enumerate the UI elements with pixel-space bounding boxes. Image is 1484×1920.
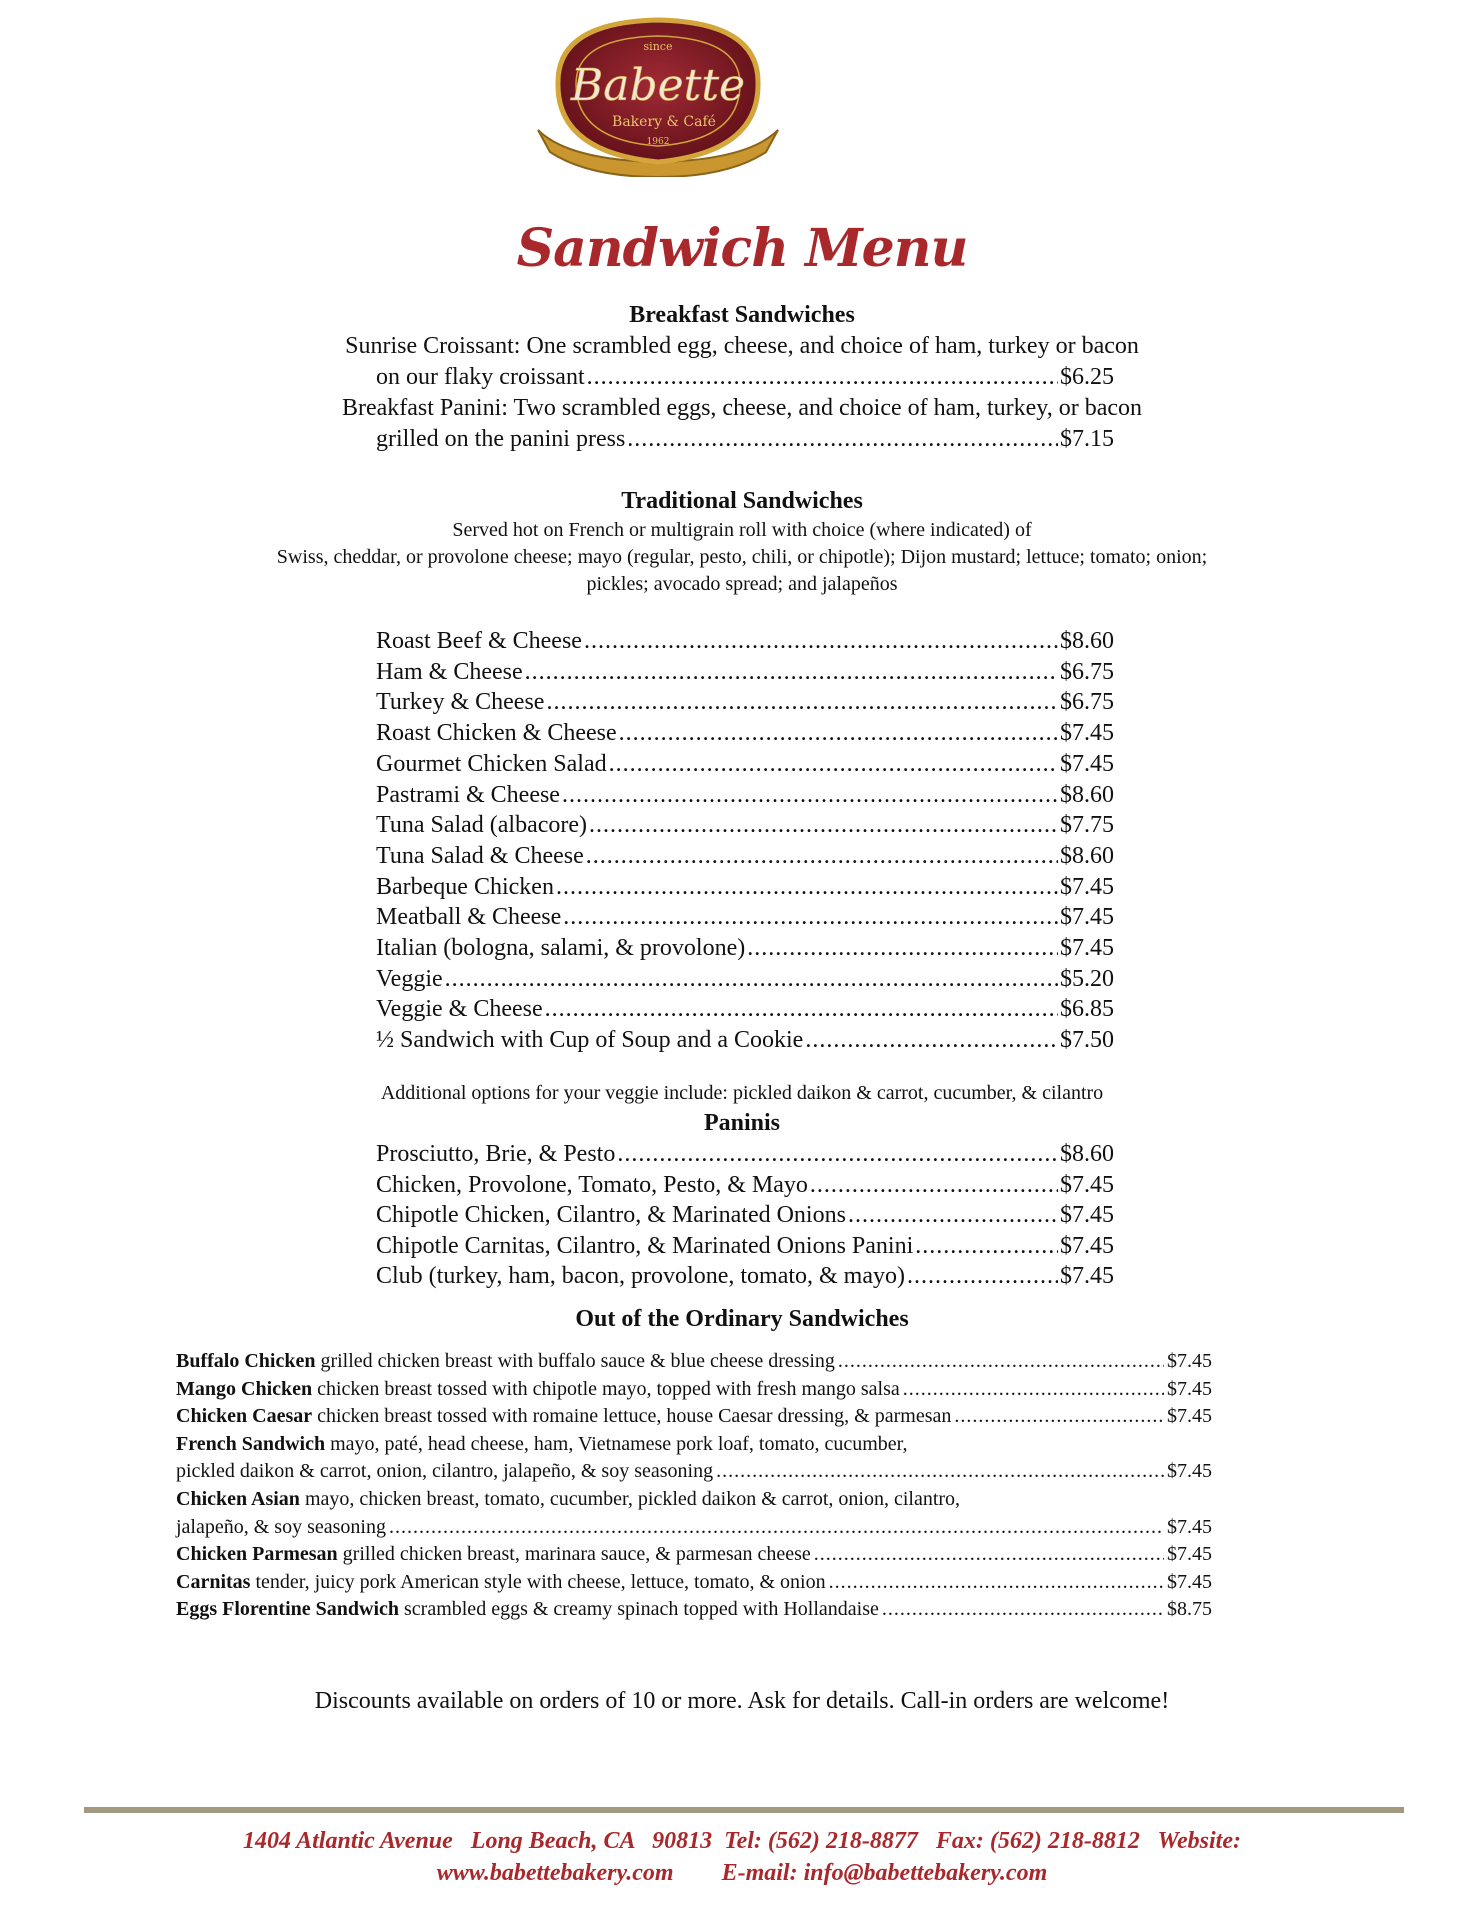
traditional-item [376, 689, 1114, 716]
leader-dots [829, 1571, 1164, 1594]
leader-dots [589, 812, 1058, 839]
traditional-item-price: $6.85 [1060, 996, 1114, 1023]
traditional-heading: Traditional Sandwiches [621, 488, 863, 514]
ordinary-item-desc: grilled chicken breast with buffalo sauce & blue cheese dressing [315, 1350, 835, 1372]
panini-item-name: Chicken, Provolone, Tomato, Pesto, & Mayo [376, 1171, 808, 1198]
breakfast-item-1-line1: Sunrise Croissant: One scrambled egg, cheese, and choice of ham, turkey or bacon [345, 333, 1139, 359]
ordinary-item-price: $7.45 [1167, 1543, 1212, 1566]
leader-dots [587, 364, 1058, 391]
leader-dots [563, 904, 1058, 931]
ordinary-item-row [176, 1405, 1212, 1428]
ordinary-item-line [176, 1433, 908, 1456]
breakfast-item-2-line1: Breakfast Panini: Two scrambled eggs, cheese, and choice of ham, turkey, or bacon [341, 395, 1143, 421]
leader-dots [445, 966, 1058, 993]
logo-year: 1962 [646, 137, 670, 147]
leader-dots [525, 659, 1058, 686]
traditional-item [376, 996, 1114, 1023]
logo-name: Babette [570, 60, 746, 111]
ordinary-item-row [176, 1350, 1212, 1373]
traditional-item-name: Veggie & Cheese [376, 996, 543, 1023]
ordinary-item-desc: mayo, chicken breast, tomato, cucumber, pickled daikon & carrot, onion, cilantro, [299, 1488, 961, 1510]
leader-dots [627, 426, 1058, 453]
panini-item [376, 1172, 1114, 1199]
breakfast-item-1-row [376, 364, 1114, 391]
leader-dots [617, 1141, 1058, 1168]
traditional-item [376, 935, 1114, 962]
traditional-item-price: $5.20 [1060, 965, 1114, 992]
ordinary-item-text [176, 1405, 951, 1428]
ordinary-item-name: Chicken Asian [176, 1488, 300, 1510]
footer-address: 1404 Atlantic Avenue Long Beach, CA 90813 Tel: (562) 218-8877 Fax: (562) 218-8812 Website: [243, 1828, 1241, 1854]
traditional-item-name: Veggie [376, 965, 443, 992]
breakfast-item-2-price: $7.15 [1060, 426, 1114, 452]
leader-dots [838, 1350, 1164, 1373]
ordinary-item-text [176, 1571, 826, 1594]
ordinary-item-desc: chicken breast tossed with romaine lettuce, house Caesar dressing, & parmesan [312, 1405, 952, 1428]
ordinary-item-price: $7.45 [1167, 1405, 1212, 1428]
leader-dots [903, 1378, 1164, 1401]
traditional-item [376, 812, 1114, 839]
veggie-note: Additional options for your veggie include: pickled daikon & carrot, cucumber, & cilantro [380, 1082, 1104, 1104]
traditional-item-name: Roast Beef & Cheese [376, 628, 582, 654]
leader-dots [556, 874, 1058, 901]
leader-dots [389, 1516, 1164, 1539]
leader-dots [584, 628, 1058, 655]
panini-item [376, 1233, 1114, 1260]
ordinary-heading: Out of the Ordinary Sandwiches [575, 1306, 909, 1332]
ordinary-item-desc: scrambled eggs & creamy spinach topped with Hollandaise [399, 1598, 879, 1621]
traditional-item-price: $7.45 [1060, 720, 1114, 747]
traditional-item-name: Gourmet Chicken Salad [376, 750, 607, 777]
traditional-item [376, 966, 1114, 993]
ordinary-item-desc-cont: jalapeño, & soy seasoning [176, 1515, 386, 1538]
traditional-item-name: Ham & Cheese [376, 658, 523, 685]
ordinary-item-price: $7.45 [1167, 1570, 1212, 1593]
leader-dots [805, 1027, 1058, 1054]
panini-item-name: Club (turkey, ham, bacon, provolone, tomato, & mayo) [376, 1263, 905, 1289]
traditional-item-name: Barbeque Chicken [376, 873, 554, 900]
panini-item-price: $7.45 [1060, 1232, 1114, 1259]
traditional-item [376, 628, 1114, 655]
traditional-item-name: Meatball & Cheese [376, 904, 562, 931]
panini-item-name: Prosciutto, Brie, & Pesto [376, 1141, 616, 1167]
breakfast-item-2-row [376, 426, 1114, 453]
traditional-item [376, 874, 1114, 901]
ordinary-item-text [176, 1598, 879, 1621]
leader-dots [954, 1405, 1164, 1428]
panini-item [376, 1141, 1114, 1168]
footer-contact: www.babettebakery.com E-mail: info@babettebakery.com [436, 1860, 1048, 1886]
ordinary-item-desc-cont: pickled daikon & carrot, onion, cilantro, jalapeño, & soy seasoning [176, 1460, 714, 1483]
ordinary-item-desc: grilled chicken breast, marinara sauce, & parmesan cheese [337, 1543, 811, 1566]
traditional-item-price: $6.75 [1060, 658, 1114, 685]
traditional-desc-2: Swiss, cheddar, or provolone cheese; mayo (regular, pesto, chili, or chipotle); Dijon mustard; lettuce; tomato; onion; [276, 546, 1208, 568]
ordinary-item-name: Buffalo Chicken [176, 1350, 316, 1372]
leader-dots [907, 1263, 1058, 1290]
ordinary-item-row [176, 1378, 1212, 1401]
traditional-item [376, 904, 1114, 931]
page-title: Sandwich Menu [516, 218, 968, 279]
traditional-item-price: $7.45 [1060, 873, 1114, 900]
panini-item-price: $7.45 [1060, 1202, 1114, 1228]
traditional-item-price: $8.60 [1060, 781, 1114, 808]
ordinary-item-name: Carnitas [176, 1570, 251, 1593]
panini-item-name: Chipotle Chicken, Cilantro, & Marinated Onions [376, 1202, 846, 1228]
traditional-item-price: $7.50 [1060, 1027, 1114, 1054]
traditional-item [376, 782, 1114, 809]
ordinary-item-text [176, 1543, 811, 1566]
ordinary-item-name: Chicken Caesar [176, 1405, 313, 1428]
traditional-item-name: Italian (bologna, salami, & provolone) [376, 935, 746, 961]
ordinary-item-name: Eggs Florentine Sandwich [176, 1598, 399, 1621]
traditional-item [376, 751, 1114, 778]
logo-tagline: Bakery & Café [612, 114, 716, 130]
breakfast-item-2-line2: grilled on the panini press [376, 426, 626, 452]
leader-dots [810, 1172, 1058, 1199]
panini-item [376, 1202, 1114, 1229]
ordinary-item-row [176, 1460, 1212, 1483]
ordinary-item-price: $7.45 [1167, 1515, 1212, 1538]
traditional-item-price: $6.75 [1060, 689, 1114, 716]
panini-item-price: $7.45 [1060, 1171, 1114, 1198]
ordinary-item-name: Chicken Parmesan [176, 1543, 338, 1566]
ordinary-item-price: $7.45 [1167, 1377, 1212, 1400]
breakfast-item-1-price: $6.25 [1060, 364, 1114, 390]
ordinary-item-price: $7.45 [1167, 1350, 1212, 1372]
ordinary-item-desc: tender, juicy pork American style with cheese, lettuce, tomato, & onion [250, 1570, 826, 1593]
ordinary-item-row [176, 1571, 1212, 1594]
panini-item-price: $8.60 [1060, 1141, 1114, 1167]
leader-dots [545, 996, 1058, 1023]
traditional-item-price: $8.60 [1060, 628, 1114, 654]
traditional-desc-3: pickles; avocado spread; and jalapeños [586, 573, 898, 595]
traditional-item-price: $7.75 [1060, 812, 1114, 839]
traditional-item [376, 659, 1114, 686]
leader-dots [546, 689, 1058, 716]
leader-dots [915, 1233, 1058, 1260]
traditional-item-name: Tuna Salad (albacore) [376, 812, 588, 839]
leader-dots [609, 751, 1058, 778]
traditional-desc-1: Served hot on French or multigrain roll with choice (where indicated) of [452, 519, 1032, 541]
leader-dots [586, 843, 1058, 870]
ordinary-item-row [176, 1543, 1212, 1566]
logo-since: since [643, 40, 673, 53]
footer-divider [84, 1807, 1404, 1813]
ordinary-item-desc: chicken breast tossed with chipotle mayo, topped with fresh mango salsa [312, 1377, 900, 1400]
ordinary-item-name: Mango Chicken [176, 1377, 313, 1400]
leader-dots [747, 935, 1058, 962]
ordinary-item-text [176, 1350, 835, 1373]
traditional-item-name: Roast Chicken & Cheese [376, 720, 617, 747]
ordinary-item-desc: mayo, paté, head cheese, ham, Vietnamese pork loaf, tomato, cucumber, [325, 1432, 908, 1455]
ordinary-item-line [176, 1488, 960, 1511]
ordinary-item-price: $8.75 [1167, 1598, 1212, 1621]
traditional-item [376, 843, 1114, 870]
traditional-item-name: ½ Sandwich with Cup of Soup and a Cookie [376, 1027, 804, 1054]
ordinary-item-row [176, 1598, 1212, 1621]
traditional-item-price: $7.45 [1060, 904, 1114, 931]
paninis-heading: Paninis [703, 1110, 781, 1136]
leader-dots [562, 782, 1058, 809]
leader-dots [848, 1202, 1058, 1229]
ordinary-item-price: $7.45 [1167, 1460, 1212, 1483]
traditional-item-name: Tuna Salad & Cheese [376, 842, 584, 869]
leader-dots [716, 1460, 1164, 1483]
leader-dots [882, 1598, 1164, 1621]
ordinary-item-text [176, 1378, 900, 1401]
traditional-item-name: Turkey & Cheese [376, 689, 545, 716]
traditional-item-name: Pastrami & Cheese [376, 781, 560, 808]
ordinary-item-row [176, 1516, 1212, 1539]
discount-note: Discounts available on orders of 10 or more. Ask for details. Call-in orders are welcome! [314, 1688, 1170, 1714]
traditional-item-price: $7.45 [1060, 935, 1114, 961]
traditional-item [376, 1027, 1114, 1054]
panini-item [376, 1263, 1114, 1290]
leader-dots [814, 1543, 1164, 1566]
breakfast-item-1-line2: on our flaky croissant [376, 364, 585, 390]
traditional-item [376, 720, 1114, 747]
traditional-item-price: $7.45 [1060, 750, 1114, 777]
traditional-item-price: $8.60 [1060, 842, 1114, 869]
ordinary-item-name: French Sandwich [176, 1432, 326, 1455]
breakfast-heading: Breakfast Sandwiches [629, 302, 855, 328]
panini-item-name: Chipotle Carnitas, Cilantro, & Marinated Onions Panini [376, 1232, 914, 1259]
panini-item-price: $7.45 [1060, 1263, 1114, 1289]
babette-logo [528, 12, 788, 177]
leader-dots [619, 720, 1058, 747]
